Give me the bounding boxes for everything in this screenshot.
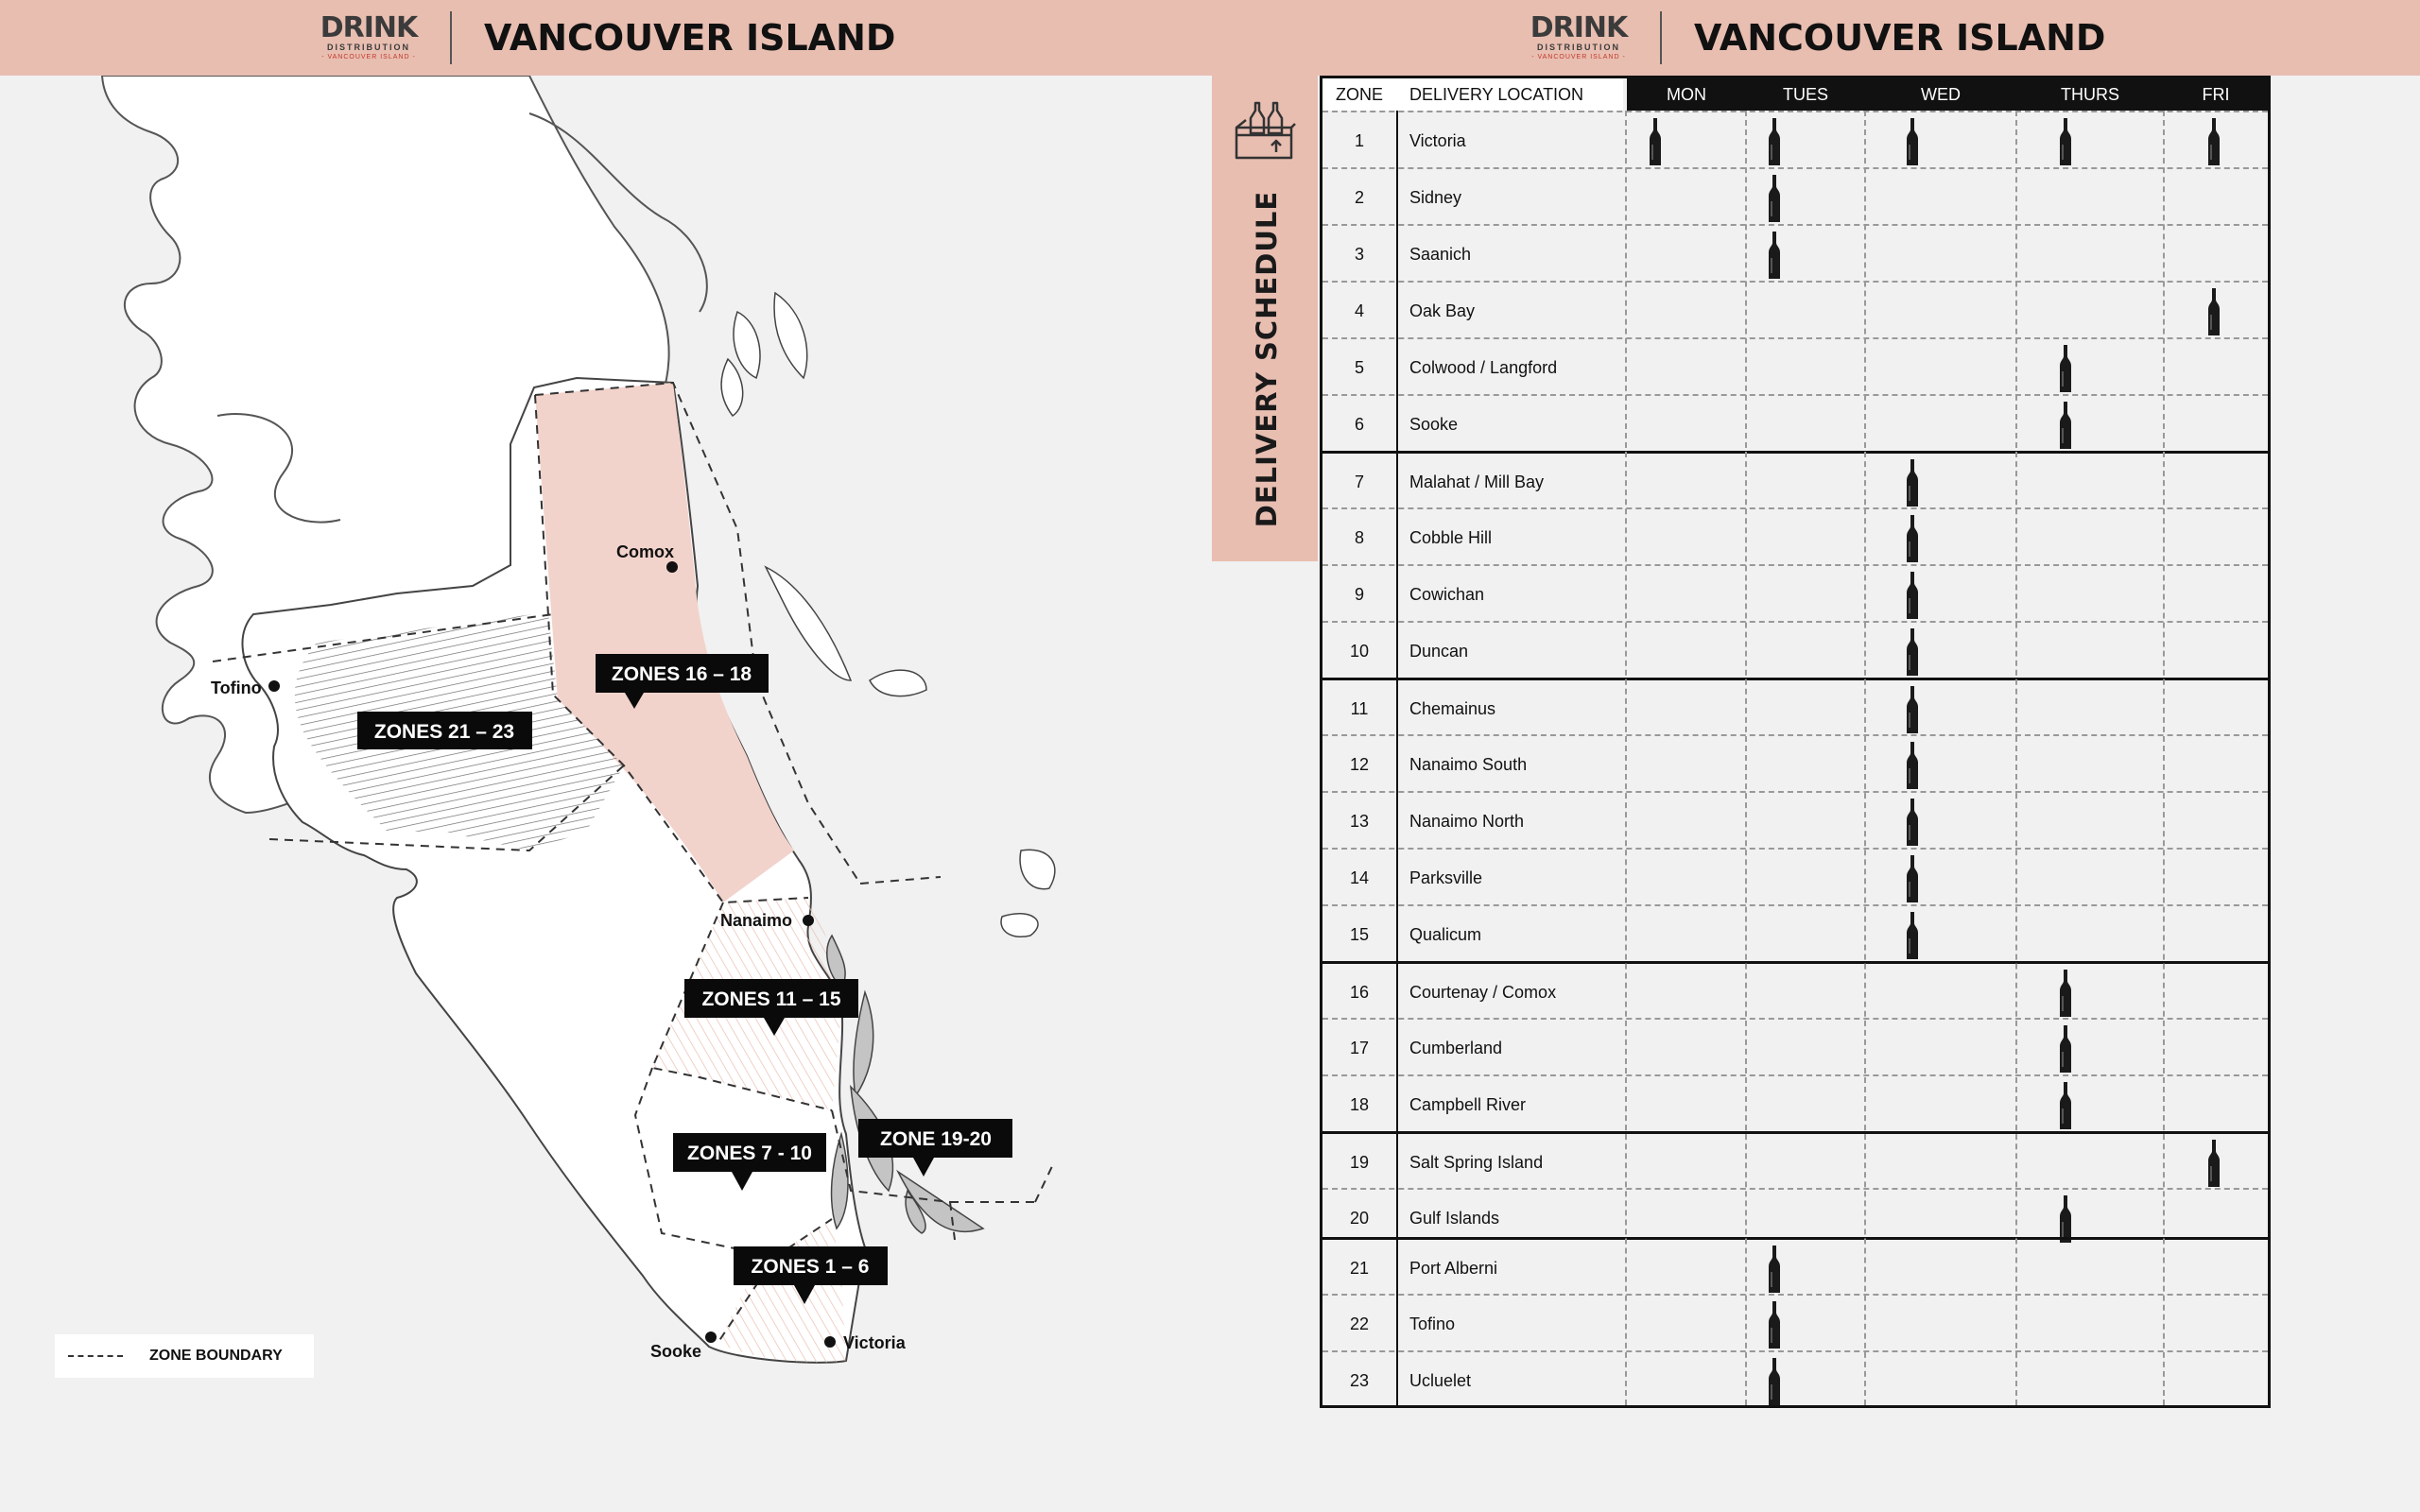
zone-boundary	[860, 877, 941, 884]
delivery-location: Parksville	[1409, 868, 1483, 887]
page-title: VANCOUVER ISLAND	[1694, 17, 2106, 59]
table-row	[1322, 791, 2268, 848]
logo-tag: - VANCOUVER ISLAND -	[321, 54, 416, 60]
wine-bottle-icon	[1906, 686, 1919, 733]
delivery-schedule-title: DELIVERY SCHEDULE	[1251, 190, 1283, 528]
delivery-location: Salt Spring Island	[1409, 1153, 1544, 1172]
table-row	[1322, 564, 2268, 621]
zone-number: 20	[1349, 1209, 1370, 1228]
island	[721, 359, 743, 416]
zone-number: 22	[1349, 1314, 1370, 1333]
zone-number: 3	[1354, 245, 1364, 264]
nanaimo-dot	[803, 915, 814, 926]
drink-distribution-logo	[312, 11, 425, 61]
island	[734, 312, 760, 378]
column-divider	[1864, 111, 1866, 1405]
wine-bottle-icon	[1906, 855, 1919, 902]
zone-number: 21	[1349, 1259, 1370, 1278]
wine-bottle-icon	[1768, 232, 1781, 279]
zone-number: 14	[1349, 868, 1370, 887]
delivery-location: Tofino	[1409, 1314, 1456, 1333]
drink-distribution-logo	[1522, 11, 1635, 61]
zone-label-21-23	[357, 712, 532, 749]
island	[774, 293, 807, 378]
svg-text:ZONES 7 - 10: ZONES 7 - 10	[687, 1143, 812, 1164]
page-title: VANCOUVER ISLAND	[484, 17, 896, 59]
svg-text:ZONES 1 – 6: ZONES 1 – 6	[751, 1256, 870, 1278]
delivery-location: Sidney	[1409, 188, 1462, 207]
delivery-location: Cumberland	[1409, 1039, 1503, 1057]
wine-bottle-icon	[1768, 175, 1781, 222]
wine-bottle-icon	[2207, 288, 2221, 335]
table-row	[1322, 1350, 2268, 1407]
day-header-tues: TUES	[1746, 78, 1865, 111]
delivery-location: Ucluelet	[1409, 1371, 1472, 1390]
table-row	[1322, 1294, 2268, 1350]
place-victoria: Victoria	[843, 1333, 906, 1352]
legend-label: ZONE BOUNDARY	[149, 1348, 283, 1364]
tofino-dot	[268, 680, 280, 692]
table-row	[1322, 1018, 2268, 1074]
table-row	[1322, 167, 2268, 224]
island	[1001, 914, 1038, 937]
zone-number: 12	[1349, 755, 1370, 774]
delivery-location: Chemainus	[1409, 699, 1496, 718]
delivery-location: Courtenay / Comox	[1409, 983, 1557, 1002]
delivery-location: Cobble Hill	[1409, 528, 1493, 547]
place-nanaimo: Nanaimo	[720, 911, 793, 930]
zone-number: 17	[1349, 1039, 1370, 1057]
island	[1020, 850, 1055, 889]
delivery-location: Cowichan	[1409, 585, 1485, 604]
delivery-location: Nanaimo South	[1409, 755, 1528, 774]
wine-crate-icon	[1233, 99, 1299, 165]
zone-number: 7	[1354, 472, 1364, 491]
header-bar	[0, 0, 2420, 76]
table-row	[1322, 904, 2268, 961]
location-column-header: DELIVERY LOCATION	[1396, 78, 1623, 111]
wine-bottle-icon	[1768, 118, 1781, 165]
table-row	[1322, 678, 2268, 734]
table-row	[1322, 507, 2268, 564]
island	[766, 567, 851, 680]
place-sooke: Sooke	[650, 1342, 702, 1361]
wine-bottle-icon	[1768, 1246, 1781, 1293]
sooke-dot	[705, 1332, 717, 1343]
table-row	[1322, 1131, 2268, 1188]
zone-number: 5	[1354, 358, 1364, 377]
table-row	[1322, 111, 2268, 167]
wine-bottle-icon	[2059, 345, 2072, 392]
wine-bottle-icon	[1768, 1301, 1781, 1349]
zone-number: 9	[1354, 585, 1364, 604]
zone-boundary	[1035, 1162, 1054, 1202]
zone-number: 4	[1354, 301, 1364, 320]
wine-bottle-icon	[1906, 742, 1919, 789]
zone-number: 10	[1349, 642, 1370, 661]
day-header-thurs: THURS	[2016, 78, 2164, 111]
logo-sub: DISTRIBUTION	[1537, 43, 1620, 52]
wine-bottle-icon	[2059, 970, 2072, 1017]
logo-word: DRINK	[1530, 11, 1628, 44]
column-divider	[1396, 111, 1398, 1405]
schedule-side-tab	[1212, 76, 1318, 561]
wine-bottle-icon	[1906, 459, 1919, 507]
svg-text:ZONE 19-20: ZONE 19-20	[880, 1128, 992, 1150]
brand-divider	[450, 11, 452, 64]
delivery-location: Saanich	[1409, 245, 1472, 264]
victoria-dot	[824, 1336, 836, 1348]
zone-boundary-swatch	[68, 1355, 123, 1357]
delivery-location: Malahat / Mill Bay	[1409, 472, 1545, 491]
place-comox: Comox	[616, 542, 675, 561]
wine-bottle-icon	[2059, 1195, 2072, 1243]
svg-text:ZONES 21 – 23: ZONES 21 – 23	[373, 721, 515, 743]
comox-dot	[666, 561, 678, 573]
place-tofino: Tofino	[211, 679, 262, 697]
zone-number: 6	[1354, 415, 1364, 434]
zone-number: 13	[1349, 812, 1370, 831]
svg-text:ZONES 11 – 15: ZONES 11 – 15	[701, 988, 841, 1010]
wine-bottle-icon	[1906, 799, 1919, 846]
column-divider	[1745, 111, 1747, 1405]
day-header-fri: FRI	[2164, 78, 2268, 111]
wine-bottle-icon	[1906, 628, 1919, 676]
map-legend	[55, 1334, 314, 1378]
delivery-location: Oak Bay	[1409, 301, 1476, 320]
logo-word: DRINK	[320, 11, 418, 44]
zone-number: 8	[1354, 528, 1364, 547]
delivery-location: Victoria	[1409, 131, 1466, 150]
zone-number: 1	[1354, 131, 1364, 150]
table-row	[1322, 1074, 2268, 1131]
wine-bottle-icon	[2059, 118, 2072, 165]
zone-number: 18	[1349, 1095, 1370, 1114]
column-divider	[2163, 111, 2165, 1405]
brand-divider	[1660, 11, 1662, 64]
vancouver-island-map	[0, 76, 1210, 1512]
delivery-location: Gulf Islands	[1409, 1209, 1500, 1228]
zone-number: 11	[1350, 699, 1369, 718]
delivery-location: Sooke	[1409, 415, 1459, 434]
wine-bottle-icon	[2059, 1082, 2072, 1129]
delivery-location: Qualicum	[1409, 925, 1482, 944]
table-row	[1322, 394, 2268, 451]
delivery-location: Campbell River	[1409, 1095, 1527, 1114]
zone-column-header: ZONE	[1322, 78, 1396, 111]
wine-bottle-icon	[2059, 1025, 2072, 1073]
wine-bottle-icon	[1768, 1358, 1781, 1405]
wine-bottle-icon	[1906, 118, 1919, 165]
zone-number: 19	[1349, 1153, 1370, 1172]
wine-bottle-icon	[1906, 572, 1919, 619]
logo-tag: - VANCOUVER ISLAND -	[1531, 54, 1626, 60]
wine-bottle-icon	[1906, 515, 1919, 562]
table-row	[1322, 734, 2268, 791]
table-row	[1322, 1188, 2268, 1237]
delivery-location: Port Alberni	[1409, 1259, 1498, 1278]
delivery-location: Duncan	[1409, 642, 1469, 661]
delivery-location: Colwood / Langford	[1409, 358, 1558, 377]
delivery-schedule-table	[1320, 76, 2271, 1408]
svg-text:ZONES 16 – 18: ZONES 16 – 18	[611, 663, 752, 685]
zone-number: 15	[1349, 925, 1370, 944]
table-row	[1322, 337, 2268, 394]
table-row	[1322, 224, 2268, 281]
wine-bottle-icon	[1906, 912, 1919, 959]
day-header-wed: WED	[1865, 78, 2016, 111]
island	[870, 670, 926, 696]
table-row	[1322, 281, 2268, 337]
zone-number: 23	[1349, 1371, 1370, 1390]
table-row	[1322, 1237, 2268, 1294]
table-row	[1322, 961, 2268, 1018]
table-row	[1322, 848, 2268, 904]
column-divider	[1625, 111, 1627, 1405]
table-row	[1322, 621, 2268, 678]
zone-number: 16	[1349, 983, 1370, 1002]
brand-left	[312, 9, 895, 66]
zone-number: 2	[1354, 188, 1364, 207]
wine-bottle-icon	[1649, 118, 1662, 165]
brand-right	[1522, 9, 2105, 66]
table-row	[1322, 451, 2268, 507]
day-header-mon: MON	[1627, 78, 1746, 111]
wine-bottle-icon	[2207, 118, 2221, 165]
wine-bottle-icon	[2059, 402, 2072, 449]
wine-bottle-icon	[2207, 1140, 2221, 1187]
logo-sub: DISTRIBUTION	[327, 43, 410, 52]
column-divider	[2015, 111, 2017, 1405]
delivery-location: Nanaimo North	[1409, 812, 1525, 831]
